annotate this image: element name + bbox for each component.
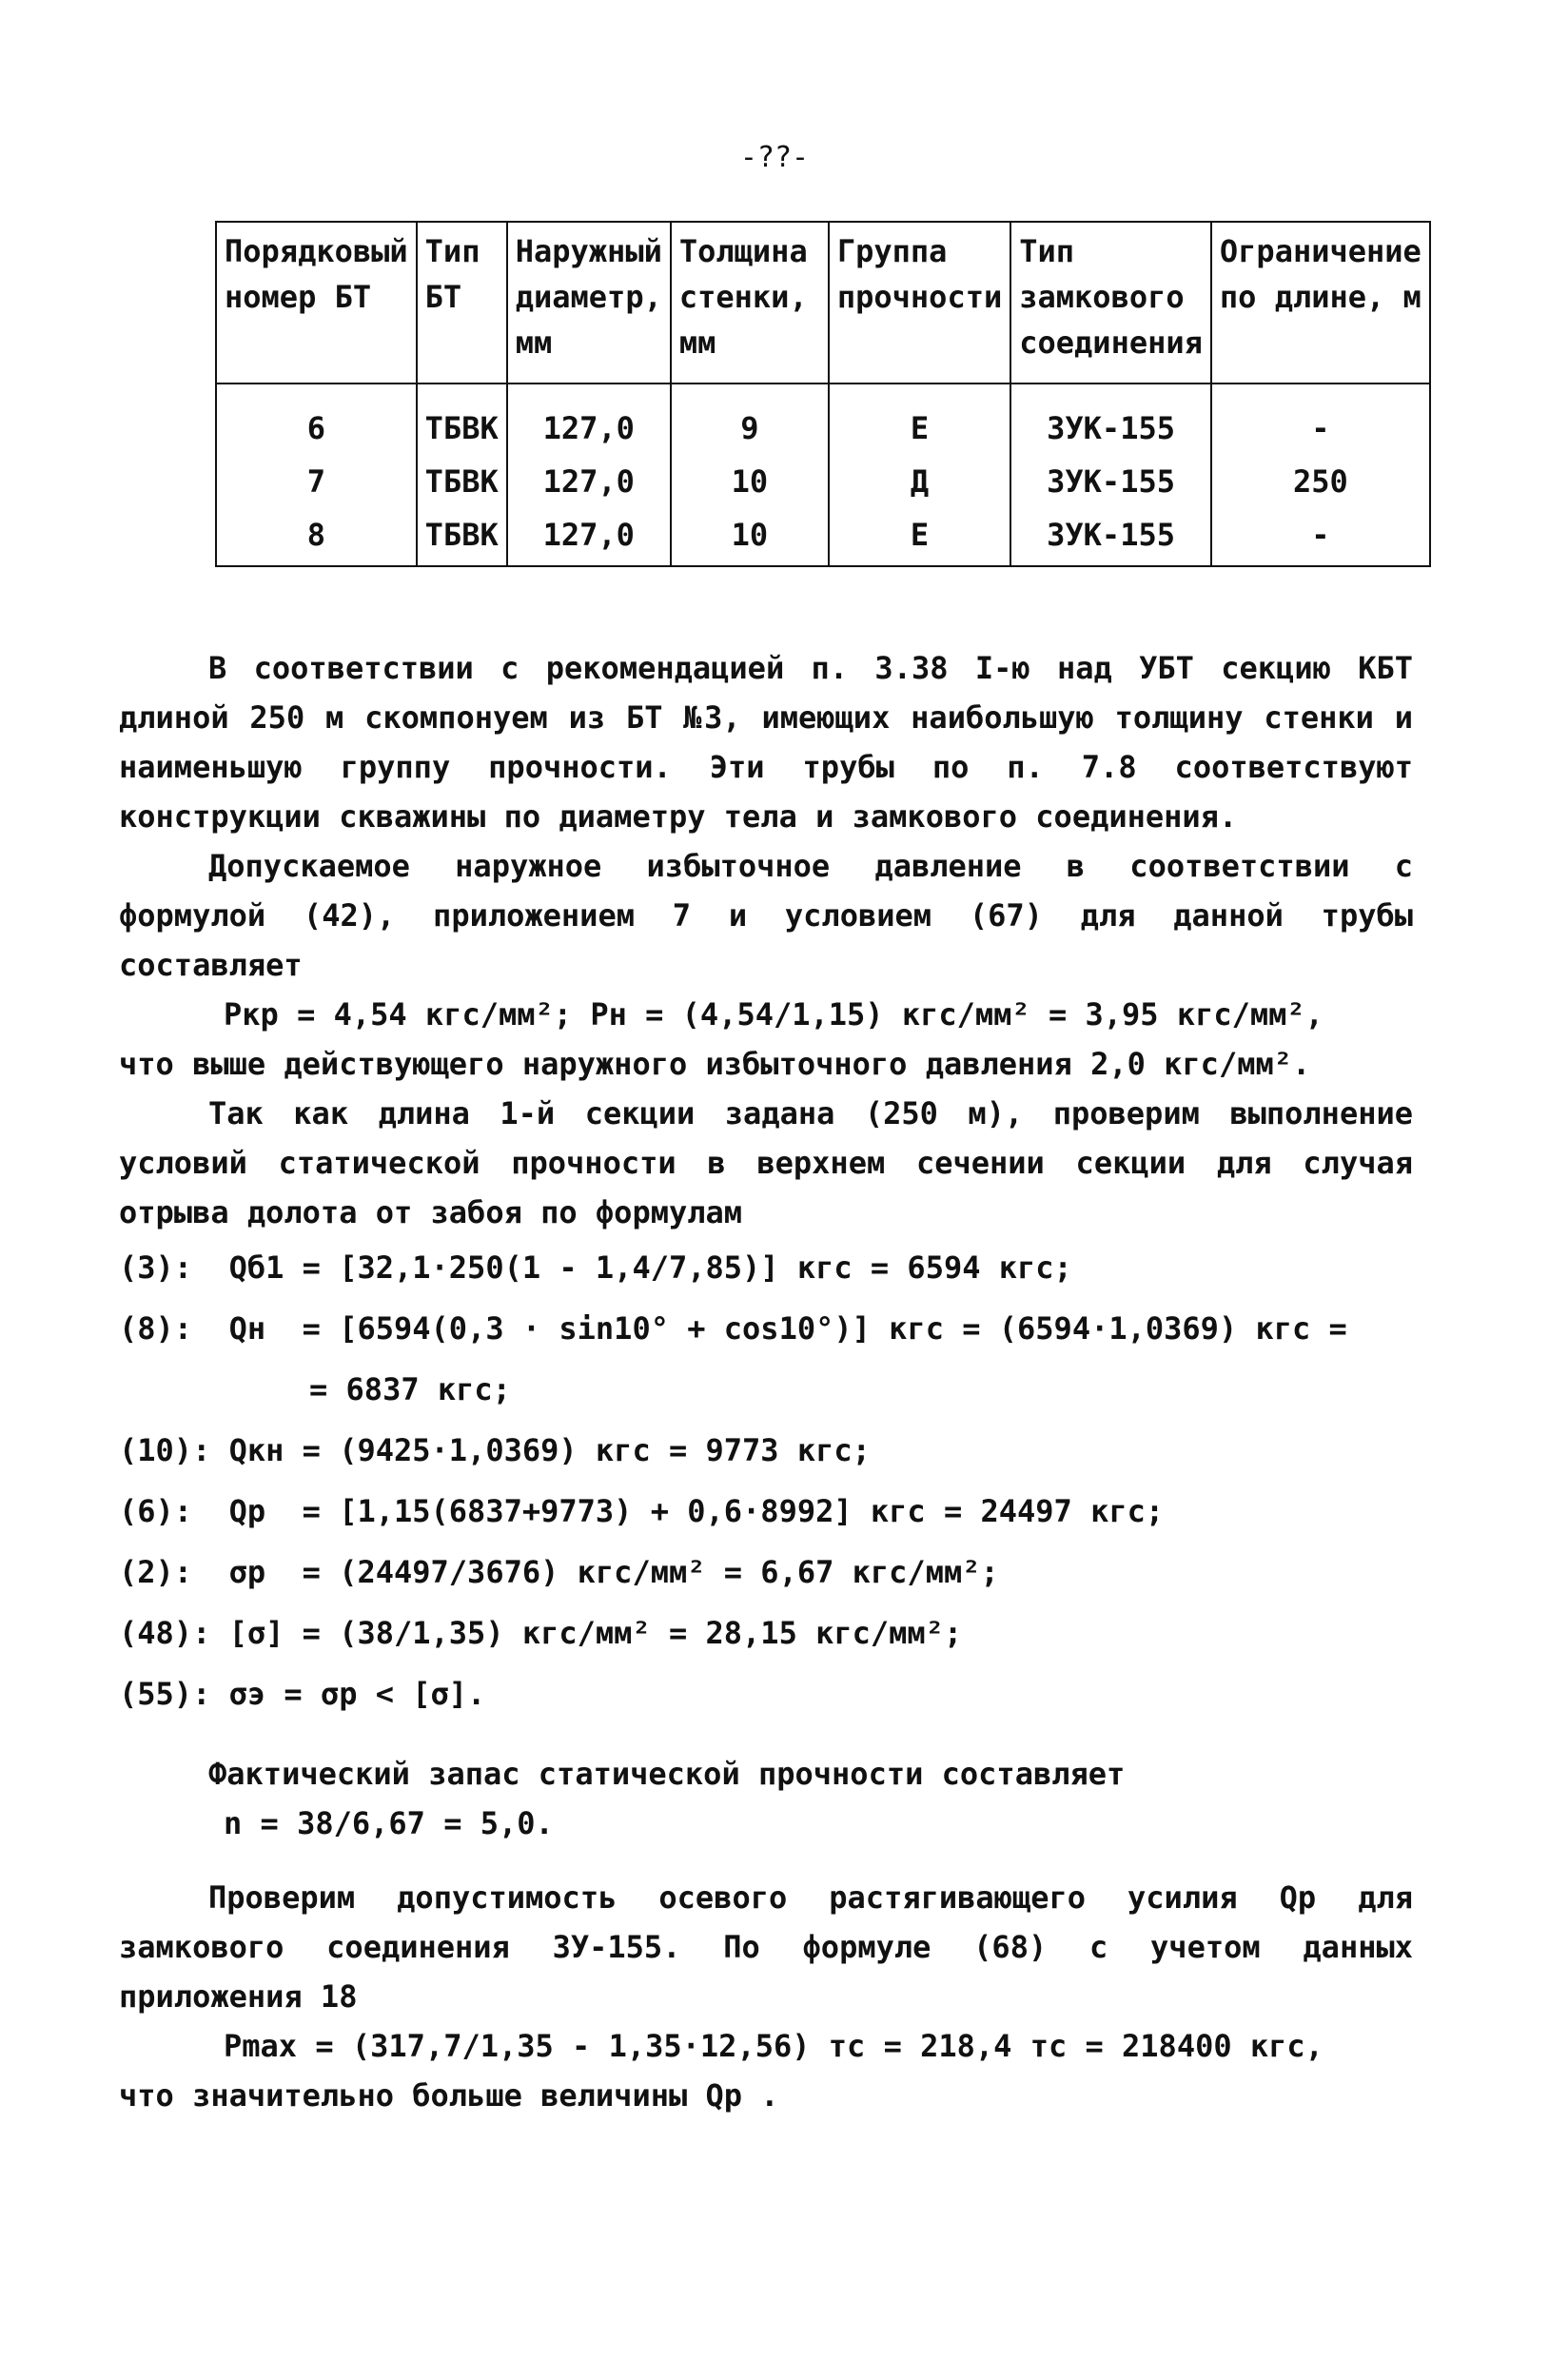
- paragraph: что значительно больше величины Qр .: [119, 2077, 779, 2114]
- paragraph: Так как длина 1-й секции задана (250 м), проверим выполнение условий статической прочности в верхнем сечении секции для случая отрыва долота от забоя по формулам: [119, 1095, 1413, 1230]
- equation-48: (48): [σ] = (38/1,35) кгс/мм² = 28,15 кгс/мм²;: [119, 1615, 963, 1651]
- table-cell: -: [1211, 508, 1430, 566]
- equation-3: (3): Qб1 = [32,1·250(1 - 1,4/7,85)] кгс = 6594 кгс;: [119, 1249, 1072, 1286]
- body-text: [119, 643, 1413, 2120]
- table-cell: Е: [829, 508, 1010, 566]
- table-row: [216, 455, 1430, 508]
- equation-8: (8): Qн = [6594(0,3 · sin10° + cos10°)] кгс = (6594·1,0369) кгс =: [119, 1310, 1347, 1347]
- formula-safety-factor: n = 38/6,67 = 5,0.: [224, 1805, 554, 1841]
- table-cell: 10: [671, 508, 829, 566]
- table-cell: ТБВК: [417, 384, 507, 455]
- header-order-number: Порядковый номер БТ: [216, 222, 417, 384]
- drill-pipe-table: [215, 221, 1431, 567]
- header-joint-type: Тип замкового соединения: [1010, 222, 1211, 384]
- table-cell: Д: [829, 455, 1010, 508]
- header-wall-thickness: Толщина стенки, мм: [671, 222, 829, 384]
- table-cell: 127,0: [507, 384, 671, 455]
- table-cell: 9: [671, 384, 829, 455]
- header-strength-group: Группа прочности: [829, 222, 1010, 384]
- table-cell: 250: [1211, 455, 1430, 508]
- table-cell: 127,0: [507, 508, 671, 566]
- header-length-limit: Ограничение по длине, м: [1211, 222, 1430, 384]
- formula-max-load: Pmax = (317,7/1,35 - 1,35·12,56) тс = 218,4 тс = 218400 кгс,: [224, 2028, 1324, 2064]
- equation-10: (10): Qкн = (9425·1,0369) кгс = 9773 кгс;: [119, 1432, 871, 1468]
- paragraph: что выше действующего наружного избыточного давления 2,0 кгс/мм².: [119, 1046, 1311, 1082]
- table-cell: ТБВК: [417, 508, 507, 566]
- header-pipe-type: Тип БТ: [417, 222, 507, 384]
- paragraph: В соответствии с рекомендацией п. 3.38 I-ю над УБТ секцию КБТ длиной 250 м скомпонуем из БТ №3, имеющих наибольшую толщину стенки и наименьшую группу прочности. Эти трубы по п. 7.8 соответствуют конструкции скважины по диаметру тела и замкового соединения.: [119, 650, 1413, 835]
- equation-6: (6): Qр = [1,15(6837+9773) + 0,6·8992] кгс = 24497 кгс;: [119, 1493, 1165, 1529]
- table-cell: -: [1211, 384, 1430, 455]
- table-cell: 10: [671, 455, 829, 508]
- table-cell: 127,0: [507, 455, 671, 508]
- table-cell: Е: [829, 384, 1010, 455]
- table-cell: ЗУК-155: [1010, 384, 1211, 455]
- equation-8-continuation: = 6837 кгс;: [309, 1371, 511, 1407]
- table-cell: ЗУК-155: [1010, 508, 1211, 566]
- page-number: -??-: [739, 141, 810, 174]
- formula-critical-pressure: Pкр = 4,54 кгс/мм²; Pн = (4,54/1,15) кгс/мм² = 3,95 кгс/мм²,: [224, 996, 1324, 1033]
- paragraph: Проверим допустимость осевого растягивающего усилия Qр для замкового соединения ЗУ-155. По формуле (68) с учетом данных приложения 18: [119, 1879, 1413, 2015]
- table-cell: 7: [216, 455, 417, 508]
- table-cell: ЗУК-155: [1010, 455, 1211, 508]
- table-cell: 6: [216, 384, 417, 455]
- header-outer-diameter: Наружный диаметр, мм: [507, 222, 671, 384]
- equation-55: (55): σэ = σр < [σ].: [119, 1676, 486, 1712]
- table-row: [216, 384, 1430, 455]
- table-cell: ТБВК: [417, 455, 507, 508]
- paragraph: Фактический запас статической прочности составляет: [208, 1756, 1126, 1792]
- table-header-row: [216, 222, 1430, 384]
- table-row: [216, 508, 1430, 566]
- paragraph: Допускаемое наружное избыточное давление в соответствии с формулой (42), приложением 7 и условием (67) для данной трубы составляет: [119, 848, 1413, 983]
- table-cell: 8: [216, 508, 417, 566]
- equation-2: (2): σр = (24497/3676) кгс/мм² = 6,67 кгс/мм²;: [119, 1554, 999, 1590]
